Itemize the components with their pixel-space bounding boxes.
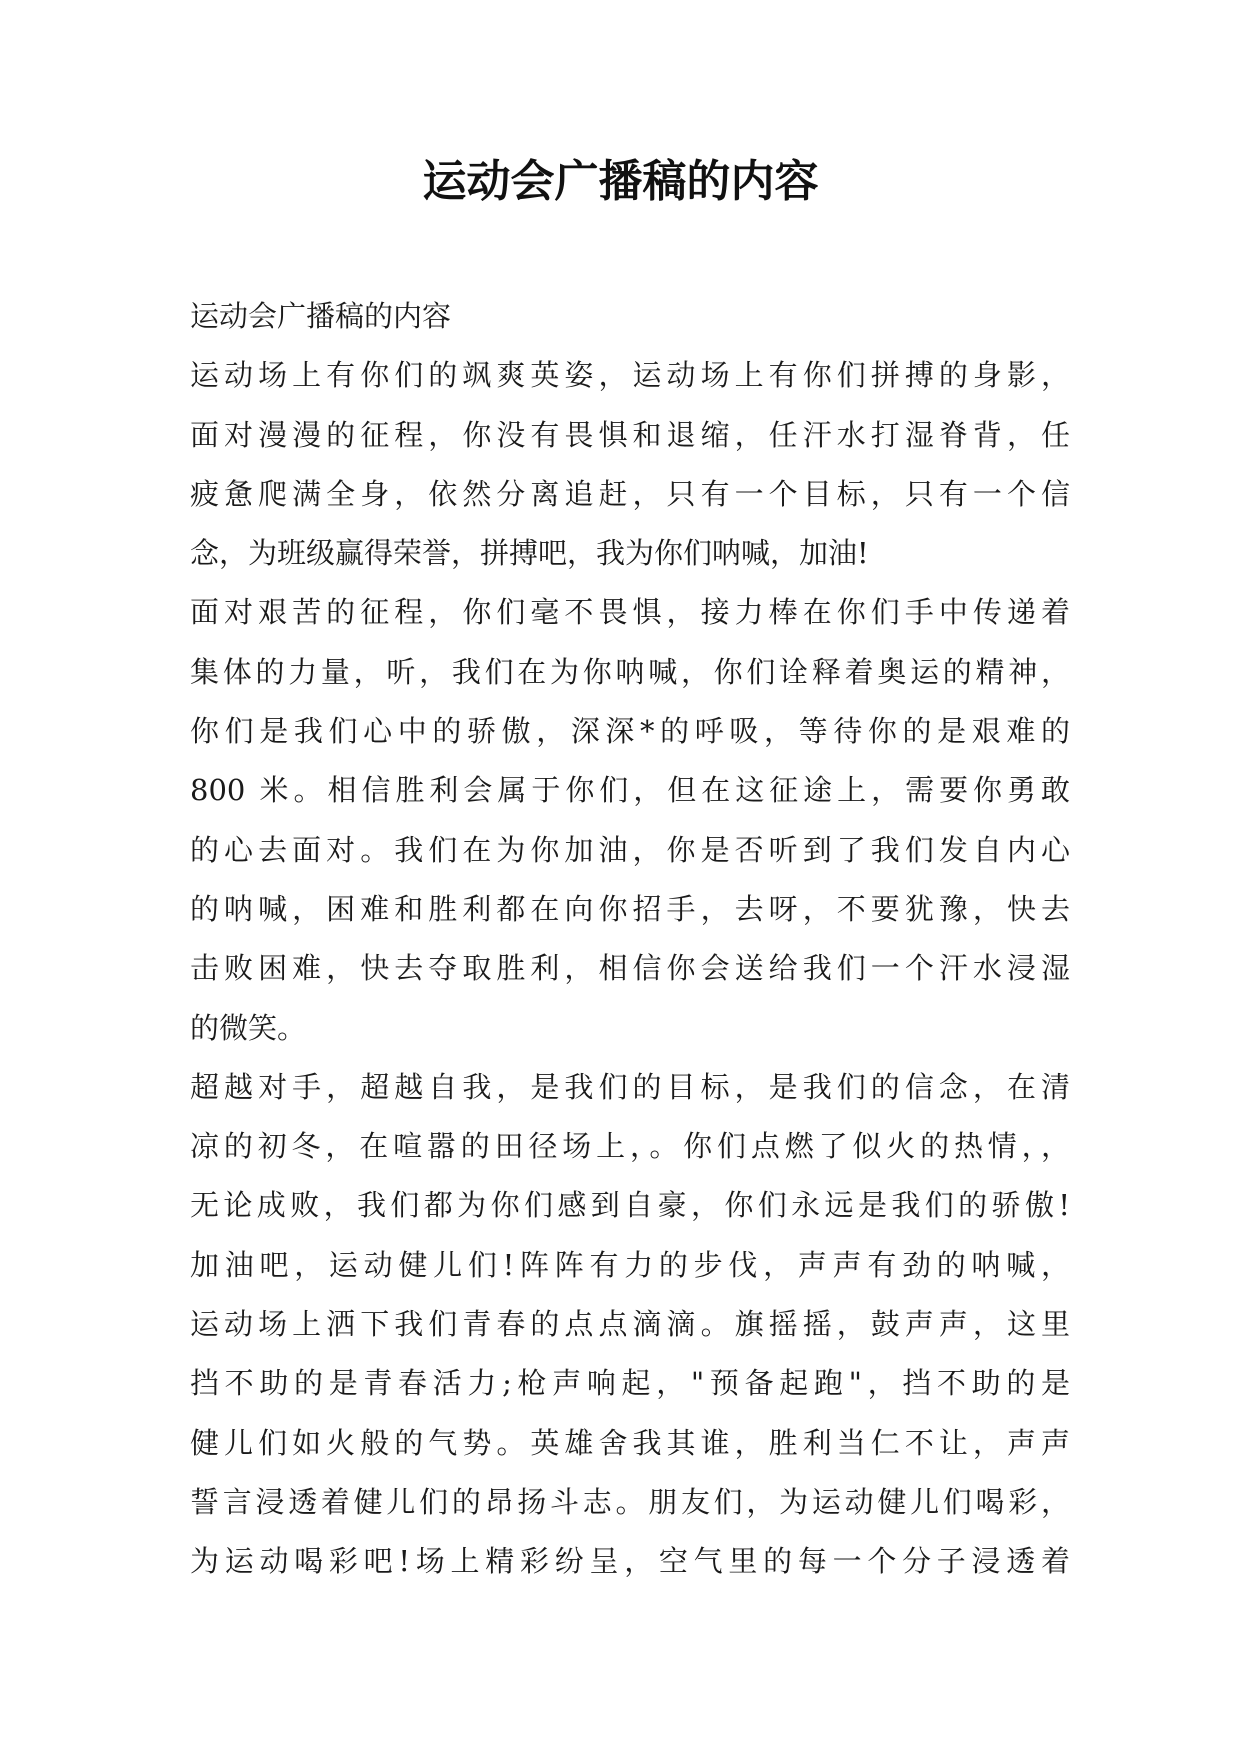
body-line: 的呐喊，困难和胜利都在向你招手，去呀，不要犹豫，快去 [190, 891, 1070, 926]
body-line: 击败困难，快去夺取胜利，相信你会送给我们一个汗水浸湿 [190, 951, 1070, 986]
body-line: 无论成败，我们都为你们感到自豪，你们永远是我们的骄傲! [190, 1188, 1070, 1223]
body-line: 誓言浸透着健儿们的昂扬斗志。朋友们，为运动健儿们喝彩， [190, 1484, 1070, 1519]
document-body [190, 287, 1070, 1592]
body-line: 集体的力量，听，我们在为你呐喊，你们诠释着奥运的精神， [190, 654, 1070, 689]
body-line: 运动场上有你们的飒爽英姿，运动场上有你们拼搏的身影， [190, 358, 1070, 393]
body-line: 挡不助的是青春活力;枪声响起，"预备起跑"，挡不助的是 [190, 1366, 1070, 1401]
body-line: 超越对手，超越自我，是我们的目标，是我们的信念，在清 [190, 1069, 1070, 1104]
body-line: 念，为班级赢得荣誉，拼搏吧，我为你们呐喊，加油! [190, 536, 869, 571]
body-line: 加油吧，运动健儿们!阵阵有力的步伐，声声有劲的呐喊， [190, 1247, 1070, 1282]
body-line: 面对艰苦的征程，你们毫不畏惧，接力棒在你们手中传递着 [190, 595, 1070, 630]
body-line: 运动会广播稿的内容 [190, 299, 452, 333]
body-line: 凉的初冬，在喧嚣的田径场上，。你们点燃了似火的热情，， [190, 1129, 1070, 1164]
body-line: 运动场上洒下我们青春的点点滴滴。旗摇摇，鼓声声，这里 [190, 1307, 1070, 1342]
body-line: 的心去面对。我们在为你加油，你是否听到了我们发自内心 [190, 832, 1070, 867]
document-title: 运动会广播稿的内容 [422, 156, 819, 207]
body-line: 健儿们如火般的气势。英雄舍我其谁，胜利当仁不让，声声 [190, 1425, 1070, 1460]
body-line: 面对漫漫的征程，你没有畏惧和退缩，任汗水打湿脊背，任 [190, 417, 1070, 452]
body-line: 800 米。相信胜利会属于你们，但在这征途上，需要你勇敢 [190, 773, 1070, 808]
body-line: 疲惫爬满全身，依然分离追赶，只有一个目标，只有一个信 [190, 476, 1070, 511]
body-line: 你们是我们心中的骄傲，深深*的呼吸，等待你的是艰难的 [190, 714, 1070, 749]
body-line: 为运动喝彩吧!场上精彩纷呈，空气里的每一个分子浸透着 [190, 1544, 1070, 1579]
body-line: 的微笑。 [190, 1010, 307, 1045]
